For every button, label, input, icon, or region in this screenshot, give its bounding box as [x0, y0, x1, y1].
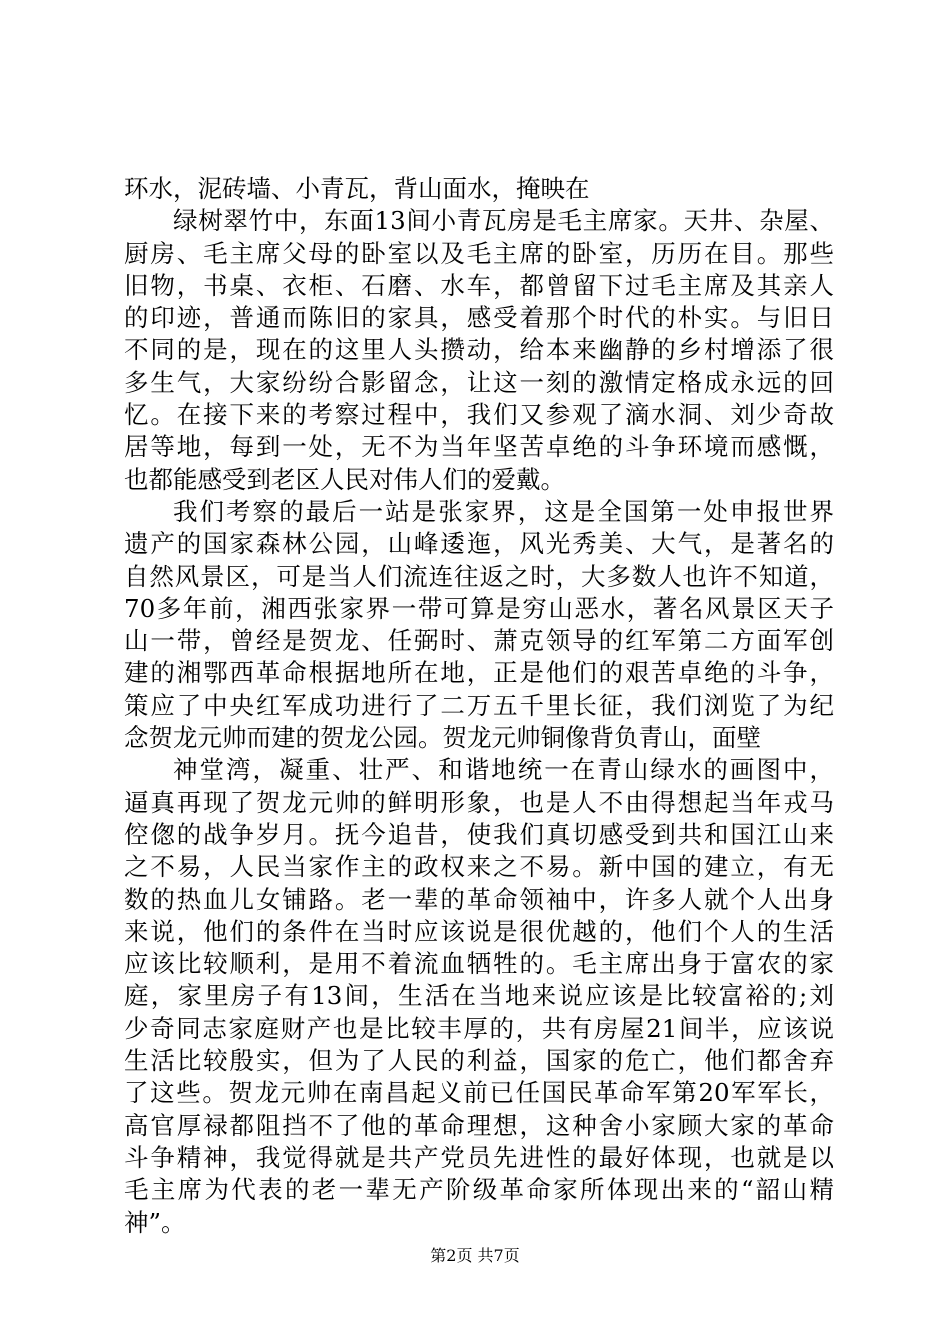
text-line: 高官厚禄都阻挡不了他的革命理想，这种舍小家顾大家的革命	[124, 1110, 834, 1140]
text-line: 遗产的国家森林公园，山峰逶迤，风光秀美、大气，是著名的	[124, 529, 834, 559]
body-text	[124, 173, 834, 1239]
text-line: 倥偬的战争岁月。抚今追昔，使我们真切感受到共和国江山来	[124, 819, 834, 849]
text-line: 神”。	[124, 1207, 186, 1237]
text-line: 数的热血儿女铺路。老一辈的革命领袖中，许多人就个人出身	[124, 884, 834, 914]
text-line: 环水，泥砖墙、小青瓦，背山面水，掩映在	[124, 174, 590, 203]
text-line: 逼真再现了贺龙元帅的鲜明形象，也是人不由得想起当年戎马	[124, 787, 834, 817]
page-footer: 第2页 共7页	[430, 1246, 520, 1265]
text-line: 少奇同志家庭财产也是比较丰厚的，共有房屋21间半，应该说	[124, 1013, 834, 1043]
text-line: 了这些。贺龙元帅在南昌起义前已任国民革命军第20军军长，	[124, 1078, 834, 1108]
text-line: 念贺龙元帅而建的贺龙公园。贺龙元帅铜像背负青山，面壁	[124, 723, 761, 753]
text-line: 不同的是，现在的这里人头攒动，给本来幽静的乡村增添了很	[124, 335, 834, 365]
text-line: 生活比较殷实，但为了人民的利益，国家的危亡，他们都舍弃	[124, 1046, 834, 1076]
text-line: 斗争精神，我觉得就是共产党员先进性的最好体现，也就是以	[124, 1142, 834, 1172]
text-line: 山一带，曾经是贺龙、任弼时、萧克领导的红军第二方面军创	[124, 626, 834, 656]
text-line: 旧物，书桌、衣柜、石磨、水车，都曾留下过毛主席及其亲人	[124, 270, 834, 300]
text-line: 神堂湾，凝重、壮严、和谐地统一在青山绿水的画图中，	[173, 755, 834, 785]
text-line: 庭，家里房子有13间，生活在当地来说应该是比较富裕的;刘	[124, 981, 834, 1011]
text-line: 策应了中央红军成功进行了二万五千里长征，我们浏览了为纪	[124, 690, 834, 720]
text-line: 70多年前，湘西张家界一带可算是穷山恶水，著名风景区天子	[124, 593, 834, 623]
text-line: 的印迹，普通而陈旧的家具，感受着那个时代的朴实。与旧日	[124, 303, 834, 333]
text-line: 之不易，人民当家作主的政权来之不易。新中国的建立，有无	[124, 852, 834, 882]
text-line: 忆。在接下来的考察过程中，我们又参观了滴水洞、刘少奇故	[124, 400, 834, 430]
text-line: 厨房、毛主席父母的卧室以及毛主席的卧室，历历在目。那些	[124, 238, 834, 268]
text-line: 绿树翠竹中，东面13间小青瓦房是毛主席家。天井、杂屋、	[173, 206, 834, 236]
text-line: 也都能感受到老区人民对伟人们的爱戴。	[124, 464, 565, 494]
text-line: 应该比较顺利，是用不着流血牺牲的。毛主席出身于富农的家	[124, 949, 834, 979]
text-line: 建的湘鄂西革命根据地所在地，正是他们的艰苦卓绝的斗争，	[124, 658, 834, 688]
text-line: 我们考察的最后一站是张家界，这是全国第一处申报世界	[173, 496, 834, 526]
text-line: 自然风景区，可是当人们流连往返之时，大多数人也许不知道，	[124, 561, 834, 591]
text-line: 居等地，每到一处，无不为当年坚苦卓绝的斗争环境而感慨，	[124, 432, 834, 462]
text-line: 毛主席为代表的老一辈无产阶级革命家所体现出来的“韶山精	[124, 1175, 834, 1205]
text-line: 来说，他们的条件在当时应该说是很优越的，他们个人的生活	[124, 916, 834, 946]
text-line: 多生气，大家纷纷合影留念，让这一刻的激情定格成永远的回	[124, 367, 834, 397]
